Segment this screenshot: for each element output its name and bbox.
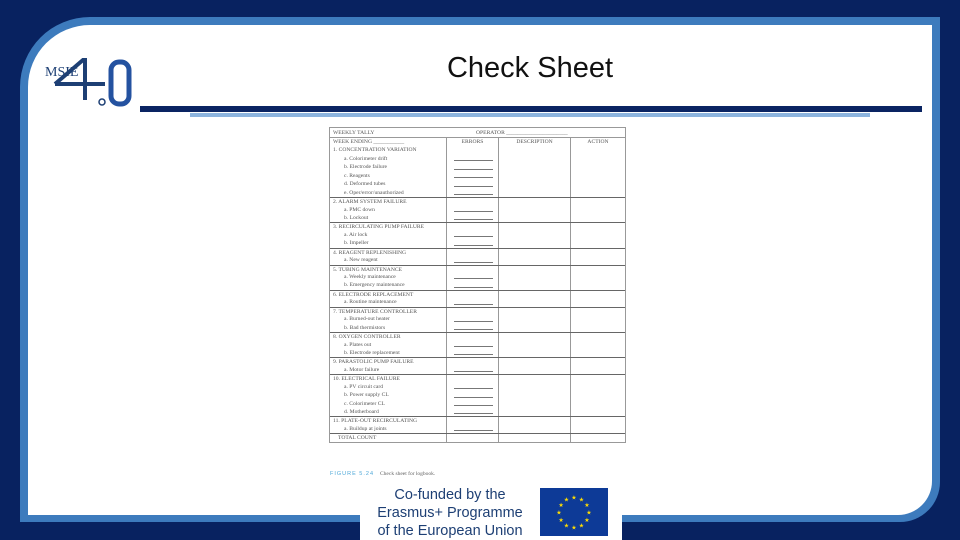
description-cell — [499, 172, 571, 180]
category-label: 5. TUBING MAINTENANCE — [330, 266, 447, 273]
category-label: 9. PARASTOLIC PUMP FAILURE — [330, 358, 447, 365]
action-cell — [571, 256, 625, 264]
action-cell — [571, 291, 625, 298]
category-row — [330, 222, 625, 230]
col-description: DESCRIPTION — [499, 138, 571, 146]
action-cell — [571, 341, 625, 349]
item-row — [330, 408, 625, 416]
action-cell — [571, 163, 625, 171]
description-cell — [499, 146, 571, 154]
eu-funding-text — [374, 486, 526, 540]
category-row — [330, 307, 625, 315]
category-row — [330, 290, 625, 298]
errors-cell — [447, 425, 499, 433]
item-label: c. Colorimeter CL — [330, 400, 447, 408]
item-label: a. Routine maintenance — [330, 298, 447, 306]
description-cell — [499, 315, 571, 323]
action-cell — [571, 400, 625, 408]
tally-blank — [454, 304, 493, 305]
check-sheet-table — [329, 127, 626, 443]
eu-star-icon: ★ — [558, 503, 564, 509]
item-row — [330, 180, 625, 188]
item-label: e. Oper/error/unauthorized — [330, 189, 447, 197]
title-underline-accent — [190, 113, 870, 117]
msie-logo — [45, 42, 135, 112]
category-label: 3. RECIRCULATING PUMP FAILURE — [330, 223, 447, 230]
category-row — [330, 357, 625, 365]
item-label: b. Emergency maintenance — [330, 281, 447, 289]
action-cell — [571, 180, 625, 188]
item-label: a. Motor failure — [330, 366, 447, 374]
action-cell — [571, 408, 625, 416]
errors-cell — [447, 223, 499, 230]
errors-cell — [447, 298, 499, 306]
errors-cell — [447, 324, 499, 332]
errors-cell — [447, 214, 499, 222]
action-cell — [571, 366, 625, 374]
errors-cell — [447, 231, 499, 239]
eu-star-icon: ★ — [558, 518, 564, 524]
item-label: a. Buildup at joints — [330, 425, 447, 433]
errors-cell — [447, 391, 499, 399]
action-cell — [571, 146, 625, 154]
svg-text:MSIE: MSIE — [45, 65, 79, 80]
item-row — [330, 349, 625, 357]
description-cell — [499, 400, 571, 408]
eu-star-icon: ★ — [584, 518, 590, 524]
tally-blank — [454, 329, 493, 330]
column-header-row — [330, 138, 625, 146]
description-cell — [499, 391, 571, 399]
total-label: TOTAL COUNT — [330, 434, 447, 441]
item-label: a. Plates out — [330, 341, 447, 349]
item-row — [330, 189, 625, 197]
category-row — [330, 332, 625, 340]
weekly-tally-label: WEEKLY TALLY — [333, 130, 375, 136]
tally-blank — [454, 346, 493, 347]
description-cell — [499, 375, 571, 382]
item-row — [330, 231, 625, 239]
operator-label: OPERATOR ______________________ — [476, 130, 568, 136]
eu-star-icon: ★ — [563, 497, 570, 504]
action-cell — [571, 214, 625, 222]
tally-blank — [454, 262, 493, 263]
action-cell — [571, 425, 625, 433]
tally-blank — [454, 430, 493, 431]
eu-star-icon: ★ — [571, 495, 577, 502]
category-label: 8. OXYGEN CONTROLLER — [330, 333, 447, 340]
errors-cell — [447, 408, 499, 416]
errors-cell — [447, 308, 499, 315]
action-cell — [571, 417, 625, 424]
description-cell — [499, 214, 571, 222]
action-cell — [571, 189, 625, 197]
description-cell — [499, 383, 571, 391]
description-cell — [499, 189, 571, 197]
errors-cell — [447, 315, 499, 323]
description-cell — [499, 308, 571, 315]
funding-line-2: Erasmus+ Programme — [377, 505, 523, 521]
category-label: 7. TEMPERATURE CONTROLLER — [330, 308, 447, 315]
item-row — [330, 315, 625, 323]
errors-cell — [447, 383, 499, 391]
errors-cell — [447, 256, 499, 264]
tally-blank — [454, 160, 493, 161]
action-cell — [571, 324, 625, 332]
item-row — [330, 281, 625, 289]
eu-star-icon: ★ — [578, 497, 585, 504]
errors-cell — [447, 281, 499, 289]
description-cell — [499, 206, 571, 214]
action-cell — [571, 172, 625, 180]
tally-blank — [454, 405, 493, 406]
eu-flag-icon — [540, 488, 608, 536]
action-cell — [571, 349, 625, 357]
description-cell — [499, 256, 571, 264]
item-label: a. PMC down — [330, 206, 447, 214]
tally-blank — [454, 194, 493, 195]
tally-blank — [454, 169, 493, 170]
action-cell — [571, 315, 625, 323]
item-label: a. Burned-out heater — [330, 315, 447, 323]
tally-blank — [454, 278, 493, 279]
item-label: b. Power supply CL — [330, 391, 447, 399]
tally-blank — [454, 186, 493, 187]
errors-cell — [447, 291, 499, 298]
item-row — [330, 366, 625, 374]
tally-blank — [454, 388, 493, 389]
tally-blank — [454, 245, 493, 246]
tally-blank — [454, 371, 493, 372]
col-action: ACTION — [587, 139, 609, 145]
errors-cell — [447, 417, 499, 424]
tally-blank — [454, 219, 493, 220]
item-row — [330, 256, 625, 264]
item-row — [330, 400, 625, 408]
description-cell — [499, 349, 571, 357]
eu-star-icon: ★ — [563, 523, 570, 530]
category-label: 11. PLATE-OUT RECIRCULATING — [330, 417, 447, 424]
description-cell — [499, 366, 571, 374]
errors-cell — [447, 400, 499, 408]
figure-label: FIGURE 5.24 — [330, 471, 375, 477]
tally-blank — [454, 354, 493, 355]
tally-blank — [454, 321, 493, 322]
description-cell — [499, 291, 571, 298]
eu-star-icon: ★ — [571, 525, 577, 532]
errors-cell — [447, 163, 499, 171]
item-label: a. Colorimeter drift — [330, 155, 447, 163]
action-cell — [571, 231, 625, 239]
tally-blank — [454, 177, 493, 178]
description-cell — [499, 417, 571, 424]
description-cell — [499, 231, 571, 239]
errors-cell — [447, 249, 499, 256]
tally-blank — [454, 413, 493, 414]
description-cell — [499, 324, 571, 332]
category-label: 6. ELECTRODE REPLACEMENT — [330, 291, 447, 298]
description-cell — [499, 425, 571, 433]
action-cell — [571, 383, 625, 391]
item-label: b. Electrode replacement — [330, 349, 447, 357]
tally-blank — [454, 211, 493, 212]
description-cell — [499, 333, 571, 340]
description-cell — [499, 223, 571, 230]
description-cell — [499, 239, 571, 247]
errors-cell — [447, 189, 499, 197]
description-cell — [499, 155, 571, 163]
action-cell — [571, 298, 625, 306]
eu-star-icon: ★ — [586, 510, 592, 517]
category-row — [330, 416, 625, 424]
item-row — [330, 383, 625, 391]
item-row — [330, 324, 625, 332]
item-label: a. New reagent — [330, 256, 447, 264]
item-label: a. Air lock — [330, 231, 447, 239]
col-errors: ERRORS — [447, 138, 499, 146]
action-cell — [571, 391, 625, 399]
errors-cell — [447, 172, 499, 180]
errors-cell — [447, 366, 499, 374]
description-cell — [499, 408, 571, 416]
caption-text: Check sheet for logbook. — [380, 471, 436, 477]
tally-blank — [454, 287, 493, 288]
page-title: Check Sheet — [446, 52, 614, 84]
item-label: b. Bad thermistors — [330, 324, 447, 332]
item-row — [330, 298, 625, 306]
action-cell — [571, 266, 625, 273]
category-row — [330, 374, 625, 382]
category-label: 10. ELECTRICAL FAILURE — [330, 375, 447, 382]
category-row — [330, 146, 625, 154]
description-cell — [499, 163, 571, 171]
description-cell — [499, 281, 571, 289]
item-row — [330, 172, 625, 180]
errors-cell — [447, 341, 499, 349]
errors-cell — [447, 333, 499, 340]
errors-cell — [447, 349, 499, 357]
errors-cell — [447, 155, 499, 163]
action-cell — [571, 308, 625, 315]
description-cell — [499, 198, 571, 205]
item-row — [330, 155, 625, 163]
errors-cell — [447, 375, 499, 382]
action-cell — [571, 155, 625, 163]
category-label: 4. REAGENT REPLENISHING — [330, 249, 447, 256]
item-row — [330, 214, 625, 222]
category-row — [330, 197, 625, 205]
errors-cell — [447, 180, 499, 188]
action-cell — [571, 206, 625, 214]
title-underline — [140, 106, 922, 112]
item-label: a. PV circuit card — [330, 383, 447, 391]
errors-cell — [447, 266, 499, 273]
description-cell — [499, 358, 571, 365]
tally-blank — [454, 397, 493, 398]
description-cell — [499, 341, 571, 349]
action-cell — [571, 223, 625, 230]
category-label: 1. CONCENTRATION VARIATION — [330, 146, 447, 154]
item-row — [330, 425, 625, 433]
item-label: d. Deformed tubes — [330, 180, 447, 188]
item-label: d. Motherboard — [330, 408, 447, 416]
figure-caption — [330, 471, 435, 477]
errors-cell — [447, 239, 499, 247]
funding-line-3: of the European Union — [377, 523, 523, 539]
errors-cell — [447, 358, 499, 365]
action-cell — [571, 358, 625, 365]
item-label: b. Lockout — [330, 214, 447, 222]
description-cell — [499, 273, 571, 281]
item-row — [330, 341, 625, 349]
description-cell — [499, 298, 571, 306]
week-ending-label: WEEK ENDING ___________ — [330, 138, 447, 146]
item-row — [330, 391, 625, 399]
errors-cell — [447, 273, 499, 281]
errors-cell — [447, 146, 499, 154]
errors-cell — [447, 206, 499, 214]
action-cell — [571, 273, 625, 281]
eu-star-icon: ★ — [578, 523, 585, 530]
item-label: b. Electrode failure — [330, 163, 447, 171]
tally-blank — [454, 236, 493, 237]
description-cell — [499, 249, 571, 256]
sheet-header-row — [330, 128, 625, 138]
description-cell — [499, 180, 571, 188]
eu-star-icon: ★ — [556, 510, 562, 517]
category-row — [330, 248, 625, 256]
action-cell — [571, 375, 625, 382]
item-row — [330, 239, 625, 247]
action-cell — [571, 239, 625, 247]
description-cell — [499, 266, 571, 273]
action-cell — [571, 198, 625, 205]
item-label: a. Weekly maintenance — [330, 273, 447, 281]
action-cell — [571, 249, 625, 256]
errors-cell — [447, 198, 499, 205]
funding-line-1: Co-funded by the — [394, 487, 506, 503]
item-label: c. Reagents — [330, 172, 447, 180]
item-row — [330, 273, 625, 281]
action-cell — [571, 333, 625, 340]
action-cell — [571, 281, 625, 289]
total-row — [330, 433, 625, 441]
eu-star-icon: ★ — [584, 503, 590, 509]
item-row — [330, 206, 625, 214]
category-row — [330, 265, 625, 273]
category-label: 2. ALARM SYSTEM FAILURE — [330, 198, 447, 205]
item-row — [330, 163, 625, 171]
eu-funding-banner — [360, 484, 622, 540]
item-label: b. Impeller — [330, 239, 447, 247]
